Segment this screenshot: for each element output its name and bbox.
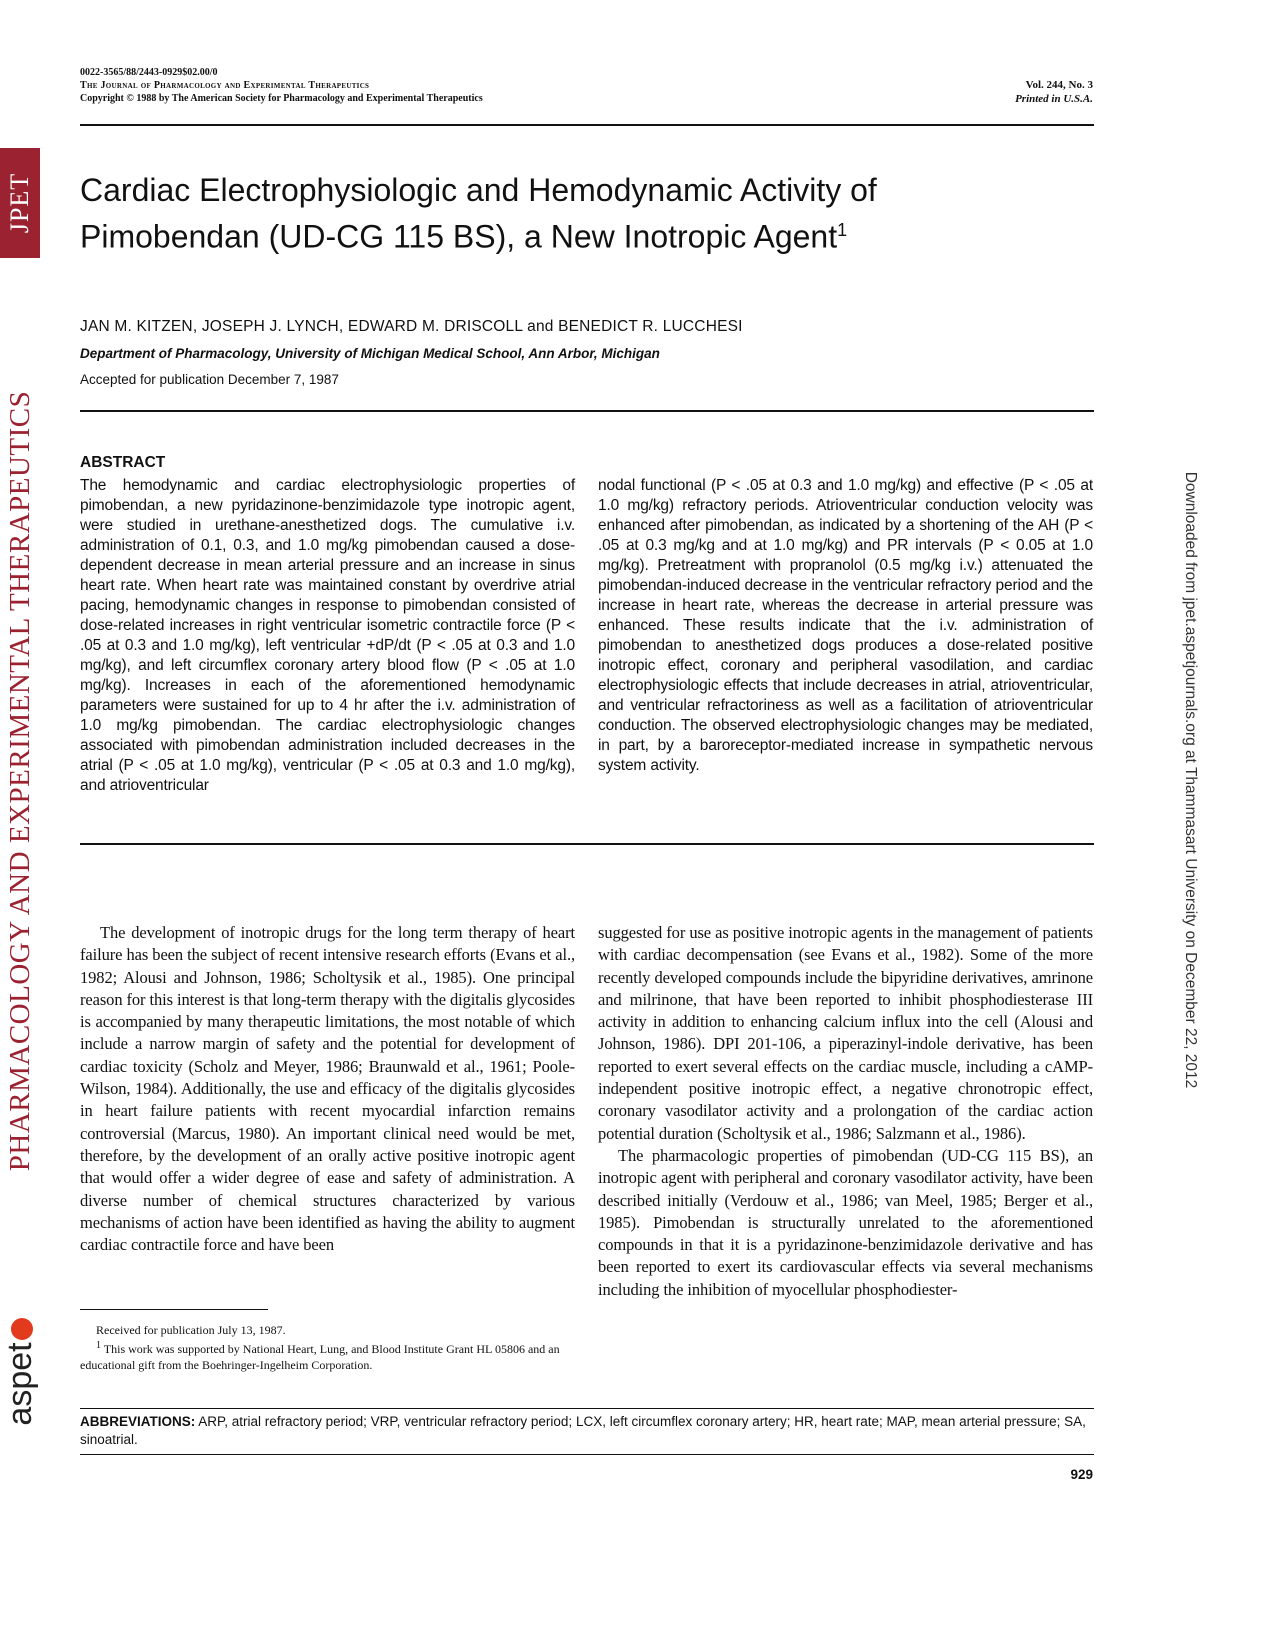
journal-copyright: Copyright © 1988 by The American Society for Pharmacology and Experimental Therapeutics [80, 93, 483, 104]
support-note-mark: 1 [96, 1340, 101, 1351]
abbreviations-text: ARP, atrial refractory period; VRP, ventricular refractory period; LCX, left circumflex coronary artery; HR, heart rate; MAP, mean arterial pressure; SA, sinoatrial. [80, 1414, 1086, 1447]
title-footnote-mark: 1 [837, 220, 848, 240]
aspet-logo-text: aspet [1, 1342, 39, 1426]
header-rule [80, 124, 1094, 126]
journal-code: 0022-3565/88/2443-0929$02.00/0 [80, 67, 218, 78]
abstract-heading: ABSTRACT [80, 454, 166, 471]
support-note [80, 1338, 575, 1373]
abbreviations-bottom-rule [80, 1454, 1094, 1455]
footnotes [80, 1322, 575, 1373]
abstract-column-2: nodal functional (P < .05 at 0.3 and 1.0 mg/kg) and effective (P < .05 at 1.0 mg/kg) refractory periods. Atrioventricular conduction velocity was enhanced after pimobendan, as indicated by a shortening of the AH (P < .05 at 0.3 mg/kg and at 1.0 mg/kg) and PR intervals (P < 0.05 at 1.0 mg/kg). Pretreatment with propranolol (0.5 mg/kg i.v.) attenuated the pimobendan-induced decrease in the ventricular refractory period and the increase in heart rate, whereas the decrease in arterial pressure was enhanced. These results indicate that the i.v. administration of pimobendan to anesthetized dogs produces a dose-related positive inotropic effect, coronary and peripheral vasodilation, and cardiac electrophysiologic effects that include decreases in atrial, atrioventricular, and ventricular refractoriness as well as a facilitation of atrioventricular conduction. The observed electrophysiologic changes may be mediated, in part, by a baroreceptor-mediated increase in sympathetic nervous system activity. [598, 477, 1093, 774]
abstract-top-rule [80, 410, 1094, 412]
aspet-logo [0, 1307, 42, 1437]
affiliation: Department of Pharmacology, University of Michigan Medical School, Ann Arbor, Michigan [80, 346, 660, 361]
support-note-text: This work was supported by National Heart, Lung, and Blood Institute Grant HL 05806 and an educational gift from the Boehringer-Ingelheim Corporation. [80, 1342, 560, 1372]
aspet-logo-icon [11, 1318, 33, 1340]
journal-name: The Journal of Pharmacology and Experimental Therapeutics [80, 80, 370, 91]
received-note: Received for publication July 13, 1987. [96, 1323, 286, 1337]
abbreviations-label: ABBREVIATIONS: [80, 1414, 196, 1429]
journal-badge-text: JPET [5, 172, 34, 234]
body-paragraph-2: suggested for use as positive inotropic agents in the management of patients with cardiac decompensation (see Evans et al., 1982). Some of the more recently developed compounds include the bipyridine derivatives, amrinone and milrinone, that have been reported to inhibit phosphodiesterase III activity in addition to enhancing calcium influx into the cell (Alousi and Johnson, 1986). DPI 201-106, a piperazinyl-indole derivative, has been reported to exert several effects on the cardiac muscle, including a cAMP-independent positive inotropic effect, a negative chronotropic effect, coronary vasodilator activity and a prolongation of the cardiac action potential duration (Scholtysik et al., 1986; Salzmann et al., 1986). [598, 923, 1093, 1143]
printed-in: Printed in U.S.A. [1015, 93, 1093, 105]
volume-info [1015, 78, 1093, 106]
body-paragraph-3: The pharmacologic properties of pimobendan (UD-CG 115 BS), an inotropic agent with peripheral and coronary vasodilator activity, have been described initially (Verdouw et al., 1986; van Meel, 1985; Berger et al., 1985). Pimobendan is structurally unrelated to the aforementioned compounds in that it is a pyridazinone-benzimidazole derivative and has been reported to exert its cardiovascular effects via several mechanisms including the inhibition of myocellular phosphodiester- [598, 1145, 1093, 1299]
author-list: JAN M. KITZEN, JOSEPH J. LYNCH, EDWARD M. DRISCOLL and BENEDICT R. LUCCHESI [80, 318, 743, 335]
body-column-2 [598, 922, 1093, 1301]
body-column-1 [80, 922, 575, 1256]
accepted-date: Accepted for publication December 7, 1987 [80, 372, 339, 387]
page-number: 929 [1070, 1467, 1093, 1482]
article-title [80, 170, 1080, 257]
abbreviations [80, 1413, 1094, 1449]
side-journal-title: PHARMACOLOGY AND EXPERIMENTAL THERAPEUTICS [4, 390, 36, 1172]
download-note[interactable]: Downloaded from jpet.aspetjournals.org at Thammasart University on December 22, 2012 [1182, 471, 1199, 1089]
body-paragraph-1: The development of inotropic drugs for the long term therapy of heart failure has been the subject of recent intensive research efforts (Evans et al., 1982; Alousi and Johnson, 1986; Scholtysik et al., 1985). One principal reason for this interest is that long-term therapy with the digitalis glycosides is accompanied by many therapeutic limitations, the most notable of which include a narrow margin of safety and the potential for development of cardiac toxicity (Scholz and Meyer, 1986; Braunwald et al., 1961; Poole-Wilson, 1984). Additionally, the use and efficacy of the digitalis glycosides in heart failure patients with recent myocardial infarction remains controversial (Marcus, 1980). An important clinical need would be met, therefore, by the development of an orally active positive inotropic agent that would offer a wider degree of ease and safety of administration. A diverse number of chemical structures characterized by various mechanisms of action have been identified as having the ability to augment cardiac contractile force and have been [80, 923, 575, 1255]
abstract-column-1: The hemodynamic and cardiac electrophysiologic properties of pimobendan, a new pyridazinone-benzimidazole type inotropic agent, were studied in urethane-anesthetized dogs. The cumulative i.v. administration of 0.1, 0.3, and 1.0 mg/kg pimobendan caused a dose-dependent decrease in mean arterial pressure and an increase in sinus heart rate. When heart rate was maintained constant by overdrive atrial pacing, hemodynamic changes in response to pimobendan consisted of dose-related increases in right ventricular isometric contractile force (P < .05 at 0.3 and 1.0 mg/kg), left ventricular +dP/dt (P < .05 at 0.3 and 1.0 mg/kg), and left circumflex coronary artery blood flow (P < .05 at 1.0 mg/kg). Increases in each of the aforementioned hemodynamic parameters were sustained for up to 4 hr after the i.v. administration of 1.0 mg/kg pimobendan. The cardiac electrophysiologic changes associated with pimobendan administration included decreases in the atrial (P < .05 at 1.0 mg/kg), ventricular (P < .05 at 0.3 and 1.0 mg/kg), and atrioventricular [80, 477, 575, 794]
footnote-rule [80, 1309, 268, 1310]
journal-header [80, 66, 483, 105]
abstract-bottom-rule [80, 843, 1094, 845]
volume-number: Vol. 244, No. 3 [1025, 79, 1093, 91]
abbreviations-top-rule [80, 1408, 1094, 1409]
title-line-1: Cardiac Electrophysiologic and Hemodynamic Activity of [80, 172, 877, 208]
title-line-2: Pimobendan (UD-CG 115 BS), a New Inotropic Agent [80, 218, 838, 255]
